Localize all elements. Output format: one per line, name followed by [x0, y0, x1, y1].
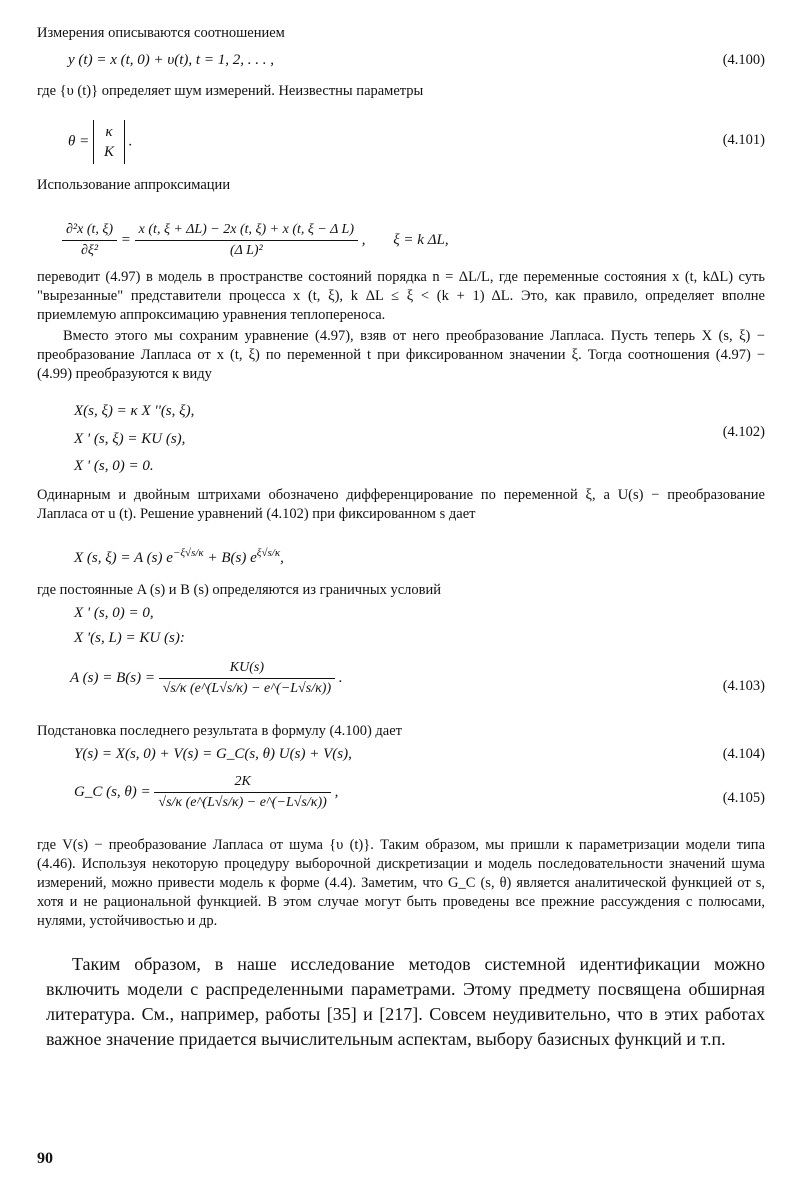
- fraction-numerator: KU(s): [159, 660, 335, 679]
- equation-4-100: y (t) = x (t, 0) + υ(t), t = 1, 2, . . . ,: [68, 52, 274, 68]
- equation-number: (4.100): [722, 52, 765, 68]
- equation-4-102-line1: X(s, ξ) = κ X ''(s, ξ),: [74, 403, 195, 419]
- page-number: 90: [37, 1150, 53, 1167]
- equals-sign: =: [120, 231, 131, 248]
- text-paragraph-large: Таким образом, в наше исследование методов системной идентификации можно включить модели с распределенными параметрами. Этому предмету посвящена обширная литература. См., например, работы [35] и [217]. Совсем неудивительно, что в этих работах важное значение придается вычислительным аспектам, выбору базисных функций и т.п.: [46, 954, 765, 1049]
- fraction-lhs: [62, 222, 117, 259]
- solution-mid: + B(s) e: [203, 550, 257, 566]
- text-paragraph: Вместо этого мы сохраним уравнение (4.97), взяв от него преобразование Лапласа. Пусть теперь X (s, ξ) − преобразование Лапласа от x (t, ξ) по переменной t при фиксированном значении ξ. Тогда соотношения (4.97) − (4.99) преобразуются к виду: [37, 328, 765, 382]
- equation-tail: ,: [280, 550, 284, 566]
- equation-4-104: Y(s) = X(s, 0) + V(s) = G_C(s, θ) U(s) + V(s),: [74, 746, 352, 762]
- fraction-numerator: ∂²x (t, ξ): [62, 222, 117, 241]
- solution-lhs: X (s, ξ) = A (s) e: [74, 550, 173, 566]
- fraction-denominator: (Δ L)²: [229, 243, 263, 258]
- equation-4-102-line2: X ' (s, ξ) = KU (s),: [74, 431, 186, 447]
- equation-tail: ,: [334, 783, 339, 800]
- equation-tail: ,: [361, 231, 366, 248]
- vector-bottom: K: [104, 144, 115, 160]
- text-paragraph: переводит (4.97) в модель в пространстве состояний порядка n = ΔL/L, где переменные состояния x (t, kΔL) суть "вырезанные" представители процесса x (t, ξ), k ΔL ≤ ξ < (k + 1) ΔL. Это, как правило, определяет вполне приемлемую аппроксимацию уравнения теплопереноса.: [37, 269, 765, 323]
- fraction-denominator: √s/κ (e^(L√s/κ) − e^(−L√s/κ)): [158, 795, 327, 810]
- equation-number: (4.101): [722, 132, 765, 148]
- equation-4-103: [70, 660, 343, 697]
- parameter-vector: [93, 120, 125, 164]
- fraction-denominator: ∂ξ²: [80, 243, 99, 258]
- text-paragraph: Подстановка последнего результата в формулу (4.100) дает: [37, 723, 403, 739]
- text-paragraph: Использование аппроксимации: [37, 177, 231, 193]
- fraction-numerator: 2K: [154, 774, 330, 793]
- text-paragraph: где постоянные A (s) и B (s) определяются из граничных условий: [37, 582, 441, 598]
- fraction: [159, 660, 335, 697]
- equation-4-105: [74, 774, 338, 811]
- equation-tail: .: [338, 669, 343, 686]
- fraction-numerator: x (t, ξ + ΔL) − 2x (t, ξ) + x (t, ξ − Δ L): [135, 222, 358, 241]
- equation-number: (4.103): [722, 678, 765, 694]
- equation-approximation: [62, 222, 449, 259]
- equation-tail: .: [128, 133, 133, 150]
- equation-lhs: θ =: [68, 133, 90, 150]
- equation-4-101: [68, 120, 133, 164]
- fraction-rhs: [135, 222, 358, 259]
- text-paragraph: где {υ (t)} определяет шум измерений. Неизвестны параметры: [37, 83, 424, 99]
- equation-lhs: G_C (s, θ) =: [74, 783, 151, 800]
- exponent: −ξ√s/κ: [172, 547, 204, 559]
- text-paragraph: Измерения описываются соотношением: [37, 25, 285, 41]
- boundary-condition-2: X '(s, L) = KU (s):: [74, 630, 185, 646]
- equation-4-102-line3: X ' (s, 0) = 0.: [74, 458, 154, 474]
- equation-number: (4.105): [722, 790, 765, 806]
- fraction-denominator: √s/κ (e^(L√s/κ) − e^(−L√s/κ)): [162, 681, 332, 696]
- boundary-condition-1: X ' (s, 0) = 0,: [74, 605, 154, 621]
- equation-solution: [74, 547, 284, 567]
- text-paragraph: Одинарным и двойным штрихами обозначено дифференцирование по переменной ξ, а U(s) − преобразование Лапласа от u (t). Решение уравнений (4.102) при фиксированном s дает: [37, 487, 765, 522]
- vector-top: κ: [105, 124, 113, 140]
- equation-lhs: A (s) = B(s) =: [70, 669, 155, 686]
- equation-condition: ξ = k ΔL,: [393, 231, 449, 248]
- fraction: [154, 774, 330, 811]
- equation-number: (4.104): [722, 746, 765, 762]
- equation-number: (4.102): [722, 424, 765, 440]
- text-paragraph: где V(s) − преобразование Лапласа от шума {υ (t)}. Таким образом, мы пришли к параметризации модели типа (4.46). Используя некоторую процедуру выборочной дискретизации и модель последовательности значений шума измерений, можно привести модель к форме (4.4). Заметим, что G_C (s, θ) является аналитической функцией от s, хотя и не рациональной функцией. В этом случае могут быть проведены все прежние рассуждения с полюсами, нулями, устойчивостью и др.: [37, 837, 765, 929]
- exponent: ξ√s/κ: [256, 547, 281, 559]
